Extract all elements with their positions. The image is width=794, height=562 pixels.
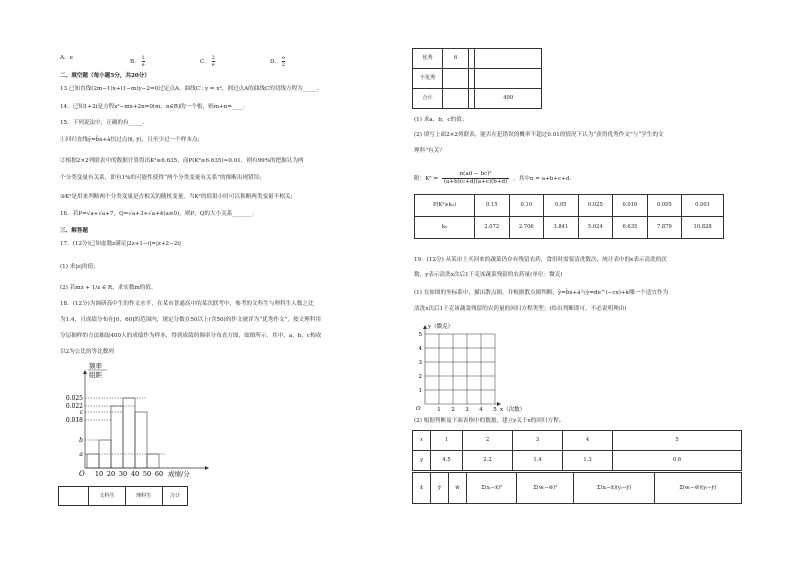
question-17: 17．(12分)已知虚数z满足|2z+1−i|=|z+2−2i| (60, 241, 181, 247)
left-bottom-table-cell: 合计 (162, 487, 187, 506)
question-13: 13.已知直线(2m−1)x+(1−m)y−2=0过定点A，曲线C′: y = x²，则过点A的曲线C的切线方程为_____. (60, 86, 319, 92)
formula-suffix: ，其中n = a+b+c+d. (513, 175, 572, 182)
frequency-histogram (55, 360, 245, 482)
choice-d-den: 2 (281, 62, 286, 68)
grid-xtick-1: 1 (437, 407, 441, 413)
histogram-xtick-60: 60 (154, 470, 164, 478)
data-table-y-cell: 0.6 (613, 451, 742, 471)
histogram-bar-20-30 (111, 406, 123, 468)
contingency-cell (475, 69, 542, 89)
question-18-cont-3: 以2为公比的等比数列 (60, 349, 114, 355)
question-15-statement-1: ①回归直线ŷ=b̂x+â恒过点(x̄, ȳ)，且至少过一个样本点; (60, 137, 200, 143)
stat-cell: ȳ (431, 473, 449, 504)
k-table-value-cell: 3.841 (544, 217, 579, 239)
stat-cell: Σ(xᵢ−x̄)² (467, 473, 517, 504)
k-table-value-cell: 7.879 (647, 217, 682, 239)
question-16: 16．若P=√a+√a+7，Q=√a+3+√a+4(a≥0)，则P，Q的大小关系_______. (60, 211, 254, 217)
contingency-cell (443, 69, 469, 89)
choice-b-num: 1 (141, 55, 145, 61)
histogram-xtick-10: 10 (94, 470, 104, 478)
question-17-part-2: (2) 若mz + 1/z ∈ R，求实数m的值。 (60, 285, 157, 291)
question-19: 19．(12分) 从某市上买回来的蔬菜仍存有残留农药，食用时需要清洗数次，统计表中的x表示清洗的次 (414, 257, 667, 263)
grid-ytick-2: 2 (418, 374, 422, 380)
stat-cell: Σ(wᵢ−w̄)(yᵢ−ȳ) (654, 473, 741, 504)
k-table-value-cell: 6.635 (613, 217, 648, 239)
question-19-cont: 数，y表示清洗x次后1千克该蔬菜残留的农药量(单位：微克) (414, 272, 563, 278)
stat-cell: Σ(wᵢ−w̄)² (517, 473, 574, 504)
question-19-part-1-cont: 清洗x次后1千克该蔬菜残留的农药量的回归方程类型；(给出判断即可，不必说明理由) (414, 306, 627, 312)
grid-xlabel: x（次数） (500, 407, 526, 413)
question-15-statement-3: ③K²是用来判断两个分类变量是否相关的随机变量，当K²的值很小时可以推断两类变量不相关; (60, 194, 293, 200)
grid-ytick-3: 3 (418, 360, 422, 366)
k-squared-formula (414, 171, 571, 186)
question-15-statement-2-cont: 个分类变量有关系，即有1%的可能性使得“两个分类变量有关系”的推断出现错误; (60, 175, 262, 181)
k-table-value-cell: 10.828 (682, 217, 724, 239)
k-table-value-cell: 2.706 (509, 217, 544, 239)
histogram-bar-30-40 (123, 398, 135, 468)
choice-a: A．e (60, 55, 73, 61)
contingency-cell: 6 (443, 49, 469, 69)
grid-xtick-2: 2 (451, 407, 455, 413)
statistics-table (412, 472, 742, 504)
data-table-x-cell: x (413, 431, 431, 451)
left-bottom-table-cell (59, 487, 89, 506)
grid-ylabel: y（微克） (428, 324, 454, 330)
k-table-value-cell: 2.072 (475, 217, 510, 239)
formula-denominator: (a+b)(c+d)(a+c)(b+d) (443, 178, 508, 185)
histogram-xtick-20: 20 (106, 470, 116, 478)
histogram-ytick-b: b (79, 437, 83, 444)
grid-xtick-4: 4 (479, 407, 483, 413)
histogram-ytick-c: c (79, 409, 83, 416)
left-bottom-table-cell: 理科生 (125, 487, 162, 506)
question-18-part-2: (2) 填写上面2×2列联表，能否在犯错误的概率不超过0.01的情况下认为“获得优秀作文”与“学生的文 (414, 132, 664, 138)
choice-d: D． $\frac{e}{2}$ (270, 55, 286, 68)
stat-cell: w̄ (449, 473, 467, 504)
grid-xtick-3: 3 (465, 407, 469, 413)
contingency-cell (475, 49, 542, 69)
stat-cell: Σ(xᵢ−x̄)(yᵢ−ȳ) (574, 473, 654, 504)
data-table-x-cell: 2 (463, 431, 513, 451)
data-table-y-cell: y (413, 451, 431, 471)
histogram-ytick-0022: 0.022 (65, 403, 83, 410)
scatter-grid (410, 320, 530, 415)
choice-c: C． $\frac{2}{e}$ (200, 55, 215, 68)
question-18: 18．(12分)为调研高中生的作文水平，在某市普通高中的某次联考中，参考的文科生与理科生人数之比 (60, 301, 314, 307)
question-18-part-2-cont: 理科”有关？ (414, 148, 445, 154)
k-table-header-cell: 0.15 (475, 195, 510, 217)
grid-ytick-5: 5 (418, 332, 422, 338)
grid-origin: O (416, 406, 421, 412)
data-table-y-cell: 1.3 (563, 451, 613, 471)
contingency-cell: 优秀 (413, 49, 443, 69)
histogram-bar-50-60 (147, 454, 159, 468)
data-table-x-cell: 1 (431, 431, 463, 451)
data-table (412, 430, 742, 471)
histogram-ylabel-bottom: 组距 (89, 371, 102, 379)
histogram-xtick-40: 40 (130, 470, 140, 478)
histogram-ylabel-top: 频率 (89, 362, 102, 370)
k-table-header-cell: 0.10 (509, 195, 544, 217)
grid-lines (425, 334, 495, 404)
histogram-xtick-30: 30 (118, 470, 128, 478)
histogram-bar-0-10 (87, 454, 99, 468)
contingency-cell: 不优秀 (413, 69, 443, 89)
k-table-value-cell: k₀ (415, 217, 475, 239)
choice-c-num: 2 (211, 55, 215, 61)
section3-heading: 三、解答题 (60, 228, 88, 234)
choice-b: B． $\frac{1}{e}$ (130, 55, 145, 68)
question-18-cont-2: 分层抽样的方法抽取400人的成绩作为样本，得到成绩的频率分布直方图，如图所示．其中，a，b，c构成 (60, 333, 322, 339)
histogram-ytick-0025: 0.025 (65, 395, 83, 402)
histogram-ytick-0018: 0.018 (65, 417, 83, 424)
k-table-header-cell: 0.05 (544, 195, 579, 217)
choice-d-num: e (281, 55, 285, 61)
formula-prefix: 附：K² = (414, 175, 439, 182)
data-table-x-cell: 4 (563, 431, 613, 451)
grid-ytick-4: 4 (418, 346, 422, 352)
choice-b-den: e (141, 62, 145, 68)
k-table-header-cell: 0.010 (613, 195, 648, 217)
contingency-cell: 400 (475, 89, 542, 109)
histogram-xtick-50: 50 (142, 470, 152, 478)
histogram-xlabel: 成绩/分 (168, 470, 190, 478)
contingency-cell (443, 89, 469, 109)
stat-cell: x̄ (413, 473, 431, 504)
formula-numerator: n(ad − bc)² (442, 171, 509, 179)
k-table-header-cell: 0.001 (682, 195, 724, 217)
question-15-statement-2: ②根据2×2列联表中的数据计算得出K²≥6.635，而P(K²≥6.635)≈0.01，则有99%的把握认为两 (60, 158, 304, 164)
histogram-origin: O (79, 470, 85, 478)
data-table-y-cell: 4.5 (431, 451, 463, 471)
histogram-bar-40-50 (135, 412, 147, 468)
section2-heading: 二、填空题（每小题5分，共20分） (60, 73, 150, 79)
k-critical-table (414, 194, 724, 239)
question-15: 15．下列说法中，正确的有_____. (60, 120, 145, 126)
grid-xtick-5: 5 (493, 407, 497, 413)
question-19-part-2: (2) 根据判断及下面表格中的数据，建立y关于x的回归方程； (414, 418, 565, 424)
left-bottom-table-cell: 文科生 (89, 487, 126, 506)
left-bottom-table (58, 486, 188, 506)
choice-c-den: e (211, 62, 215, 68)
question-18-part-1: (1) 求a，b，c的值； (414, 117, 468, 123)
question-18-cont-1: 为1:4，且成绩分布在[0，60]的范围内，规定分数在50以上(含50)的作文被评为“优秀作文”，按文理科用 (60, 317, 321, 323)
data-table-x-cell: 3 (513, 431, 563, 451)
k-table-header-cell: P(K²≥k₀) (415, 195, 475, 217)
contingency-table (412, 48, 542, 109)
k-table-header-cell: 0.025 (578, 195, 613, 217)
contingency-cell: 合计 (413, 89, 443, 109)
question-19-part-1: (1) 在如图的坐标系中，描出散点图，并根据散点图判断，ŷ=b̂x+â与ŷ=de^(−cx)+k哪一个适宜作为 (414, 290, 669, 296)
data-table-y-cell: 2.2 (463, 451, 513, 471)
grid-ytick-1: 1 (418, 388, 422, 394)
k-table-value-cell: 5.024 (578, 217, 613, 239)
histogram-ytick-a: a (79, 451, 83, 458)
data-table-y-cell: 1.4 (513, 451, 563, 471)
k-table-header-cell: 0.005 (647, 195, 682, 217)
data-table-x-cell: 5 (613, 431, 742, 451)
question-17-part-1: (1) 求|z|的值； (60, 264, 99, 270)
question-14: 14．已知1+2i是方程x²−mx+2n=0(m，n∈R)的一个根，则m+n=____. (60, 104, 245, 110)
